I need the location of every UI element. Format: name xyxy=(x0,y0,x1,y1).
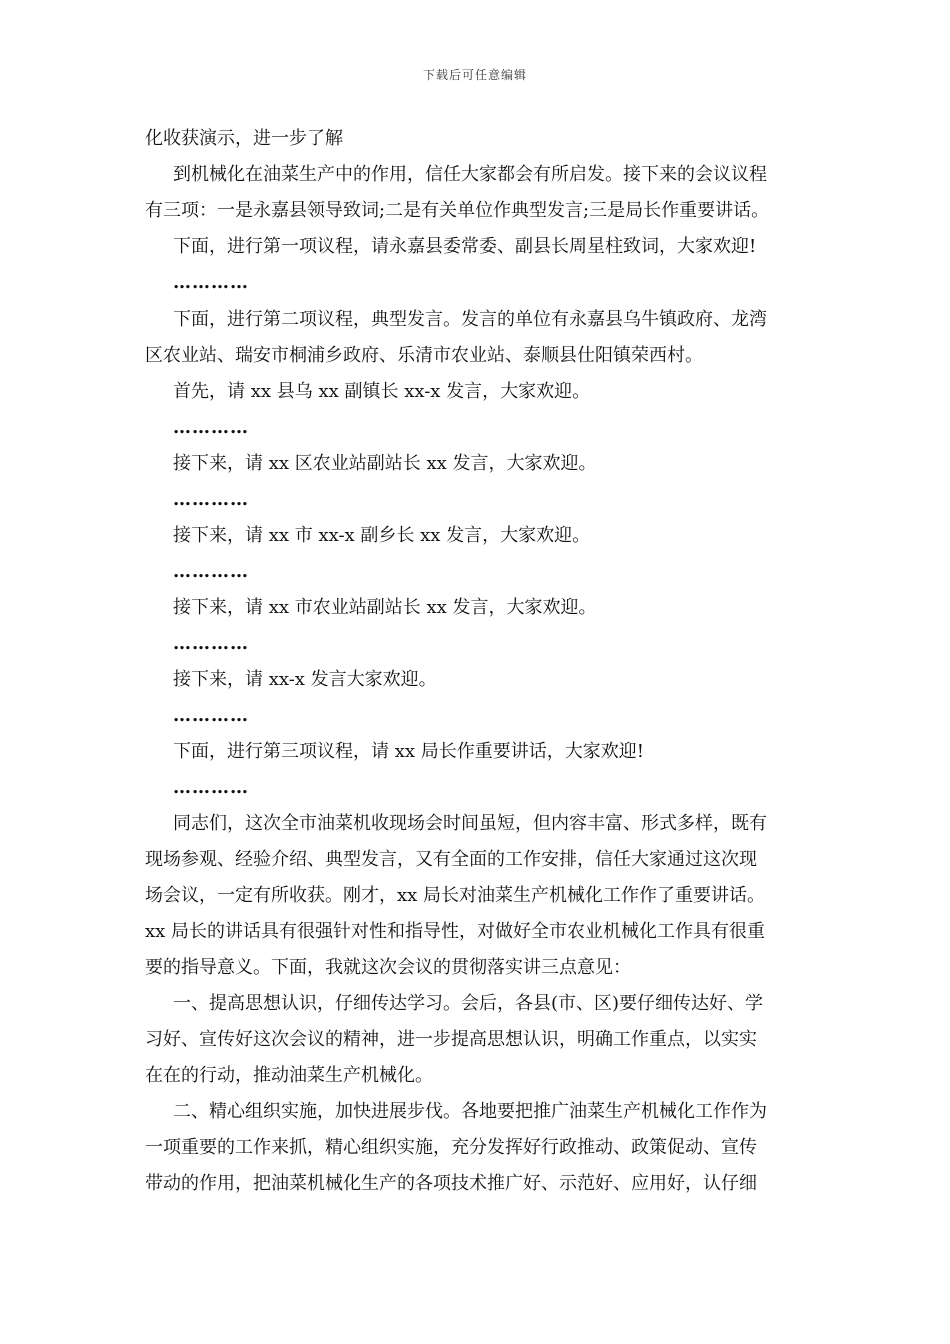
text-line: 到机械化在油菜生产中的作用，信任大家都会有所启发。接下来的会议议程 xyxy=(173,164,767,185)
text-line: 有三项：一是永嘉县领导致词;二是有关单位作典型发言;三是局长作重要讲话。 xyxy=(145,200,770,221)
text-line: 习好、宣传好这次会议的精神，进一步提高思想认识，明确工作重点，以实实 xyxy=(145,1029,757,1050)
text-line: 接下来，请 xx 市 xx-x 副乡长 xx 发言，大家欢迎。 xyxy=(173,525,591,546)
text-line: 化收获演示，进一步了解 xyxy=(145,128,343,149)
ellipsis-line: ………… xyxy=(173,272,249,293)
text-line: 二、精心组织实施，加快进展步伐。各地要把推广油菜生产机械化工作作为 xyxy=(173,1101,767,1122)
ellipsis-line: ………… xyxy=(173,633,249,654)
text-line: 一项重要的工作来抓，精心组织实施，充分发挥好行政推动、政策促动、宣传 xyxy=(145,1137,757,1158)
text-line: 同志们，这次全市油菜机收现场会时间虽短，但内容丰富、形式多样，既有 xyxy=(173,813,767,834)
text-line: 接下来，请 xx 市农业站副站长 xx 发言，大家欢迎。 xyxy=(173,597,597,618)
text-line: 下面，进行第二项议程，典型发言。发言的单位有永嘉县乌牛镇政府、龙湾 xyxy=(173,309,767,330)
ellipsis-line: ………… xyxy=(173,417,249,438)
text-line: 区农业站、瑞安市桐浦乡政府、乐清市农业站、泰顺县仕阳镇荣西村。 xyxy=(145,345,703,366)
ellipsis-line: ………… xyxy=(173,561,249,582)
text-line: 下面，进行第三项议程，请 xx 局长作重要讲话，大家欢迎! xyxy=(173,741,644,762)
text-line: 带动的作用，把油菜机械化生产的各项技术推广好、示范好、应用好，认仔细 xyxy=(145,1173,757,1194)
ellipsis-line: ………… xyxy=(173,777,249,798)
text-line: 在在的行动，推动油菜生产机械化。 xyxy=(145,1065,433,1086)
text-line: 场会议，一定有所收获。刚才，xx 局长对油菜生产机械化工作作了重要讲话。 xyxy=(145,885,766,906)
text-line: 要的指导意义。下面，我就这次会议的贯彻落实讲三点意见： xyxy=(145,957,631,978)
text-line: 首先，请 xx 县乌 xx 副镇长 xx-x 发言，大家欢迎。 xyxy=(173,381,591,402)
text-line: 现场参观、经验介绍、典型发言，又有全面的工作安排，信任大家通过这次现 xyxy=(145,849,757,870)
ellipsis-line: ………… xyxy=(173,489,249,510)
ellipsis-line: ………… xyxy=(173,705,249,726)
text-line: 接下来，请 xx 区农业站副站长 xx 发言，大家欢迎。 xyxy=(173,453,597,474)
text-line: 一、提高思想认识，仔细传达学习。会后，各县(市、区)要仔细传达好、学 xyxy=(173,993,764,1014)
text-line: 下面，进行第一项议程，请永嘉县委常委、副县长周星柱致词，大家欢迎! xyxy=(173,236,757,257)
page-header: 下载后可任意编辑 xyxy=(422,68,527,82)
text-line: 接下来，请 xx-x 发言大家欢迎。 xyxy=(173,669,437,690)
text-line: xx 局长的讲话具有很强针对性和指导性，对做好全市农业机械化工作具有很重 xyxy=(145,921,766,942)
